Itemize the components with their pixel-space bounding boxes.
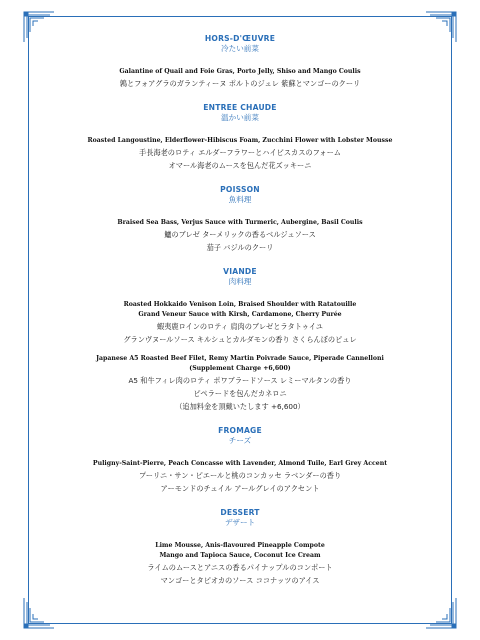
section-title: DESSERT [220, 508, 260, 517]
section-title: POISSON [220, 185, 260, 194]
section-title-jp: チーズ [228, 436, 252, 445]
section-spacer [60, 495, 420, 508]
spacer [60, 287, 420, 300]
menu-section [60, 426, 420, 495]
dish-name-en: Roasted Hokkaido Venison Loin, Braised Shoulder with Ratatouille [123, 301, 357, 308]
menu-section [60, 34, 420, 90]
section-title: HORS-D'ŒUVRE [204, 34, 276, 43]
menu-section [60, 267, 420, 413]
dish-name-en: Roasted Langoustine, Elderflower-Hibiscus Foam, Zucchini Flower with Lobster Mousse [87, 137, 393, 144]
section-title: FROMAGE [218, 426, 262, 435]
menu-section [60, 185, 420, 254]
dish-name-jp: アーモンドのチュイル アールグレイのアクセント [160, 484, 320, 493]
section-title-jp: 肉料理 [228, 277, 252, 286]
dish-name-jp: ピペラードを包んだカネロニ [193, 389, 287, 398]
dish-name-en: (Supplement Charge +6,600) [189, 365, 291, 372]
spacer [60, 446, 420, 459]
spacer [60, 54, 420, 67]
dish-name-en: Braised Sea Bass, Verjus Sauce with Turmeric, Aubergine, Basil Coulis [117, 219, 363, 226]
spacer [60, 205, 420, 218]
corner-ornament-icon [424, 596, 458, 630]
section-spacer [60, 172, 420, 185]
dish-name-jp: グランヴヌールソース キルシュとカルダモンの香り さくらんぼのピュレ [123, 335, 357, 344]
corner-ornament-icon [22, 10, 56, 44]
menu-content [60, 34, 420, 587]
section-title-jp: デザート [224, 518, 256, 527]
spacer [60, 346, 420, 354]
dish-name-en: Lime Mousse, Anis-flavoured Pineapple Compote [155, 542, 325, 549]
dish-name-jp: A5 和牛フィレ肉のロティ ポワブラードソース レミーマルタンの香り [128, 376, 352, 385]
dish-name-en: Mango and Tapioca Sauce, Coconut Ice Cream [159, 552, 321, 559]
spacer [60, 123, 420, 136]
dish-name-en: Puligny-Saint-Pierre, Peach Concasse with Lavender, Almond Tuile, Earl Grey Accent [92, 460, 388, 467]
dish-name-jp: 手長海老のロティ エルダーフラワーとハイビスカスのフォーム [139, 148, 341, 157]
dish-name-jp: 鱸のブレゼ ターメリックの香るベルジュソース [164, 230, 316, 239]
section-spacer [60, 90, 420, 103]
section-title-jp: 冷たい前菜 [221, 44, 259, 53]
corner-ornament-icon [424, 10, 458, 44]
menu-section [60, 103, 420, 172]
dish-name-en: Japanese A5 Roasted Beef Filet, Remy Martin Poivrade Sauce, Piperade Cannelloni [96, 355, 384, 362]
dish-name-jp: 茄子 バジルのクーリ [206, 243, 274, 252]
section-title: VIANDE [223, 267, 257, 276]
section-spacer [60, 254, 420, 267]
dish-name-jp: 鶉とフォアグラのガランティーヌ ポルトのジュレ 紫蘇とマンゴーのクーリ [119, 79, 361, 88]
dish-name-jp: 蝦夷鹿ロインのロティ 肩肉のブレゼとラタトゥイユ [157, 322, 323, 331]
section-spacer [60, 413, 420, 426]
section-title-jp: 温かい前菜 [221, 113, 259, 122]
dish-name-jp: ライムのムースとアニスの香るパイナップルのコンポート [147, 563, 333, 572]
menu-section [60, 508, 420, 587]
dish-name-jp: マンゴーとタピオカのソース ココナッツのアイス [160, 576, 320, 585]
dish-name-jp: （追加料金を頂戴いたします +6,600） [175, 402, 305, 411]
dish-name-en: Grand Veneur Sauce with Kirsh, Cardamone, Cherry Purée [138, 311, 342, 318]
dish-name-jp: オマール海老のムースを包んだ花ズッキーニ [168, 161, 312, 170]
spacer [60, 528, 420, 541]
dish-name-en: Galantine of Quail and Foie Gras, Porto Jelly, Shiso and Mango Coulis [119, 68, 361, 75]
corner-ornament-icon [22, 596, 56, 630]
dish-name-jp: プーリニ・サン・ピエールと桃のコンカッセ ラベンダーの香り [138, 471, 342, 480]
section-title-jp: 魚料理 [228, 195, 252, 204]
section-title: ENTREE CHAUDE [203, 103, 277, 112]
